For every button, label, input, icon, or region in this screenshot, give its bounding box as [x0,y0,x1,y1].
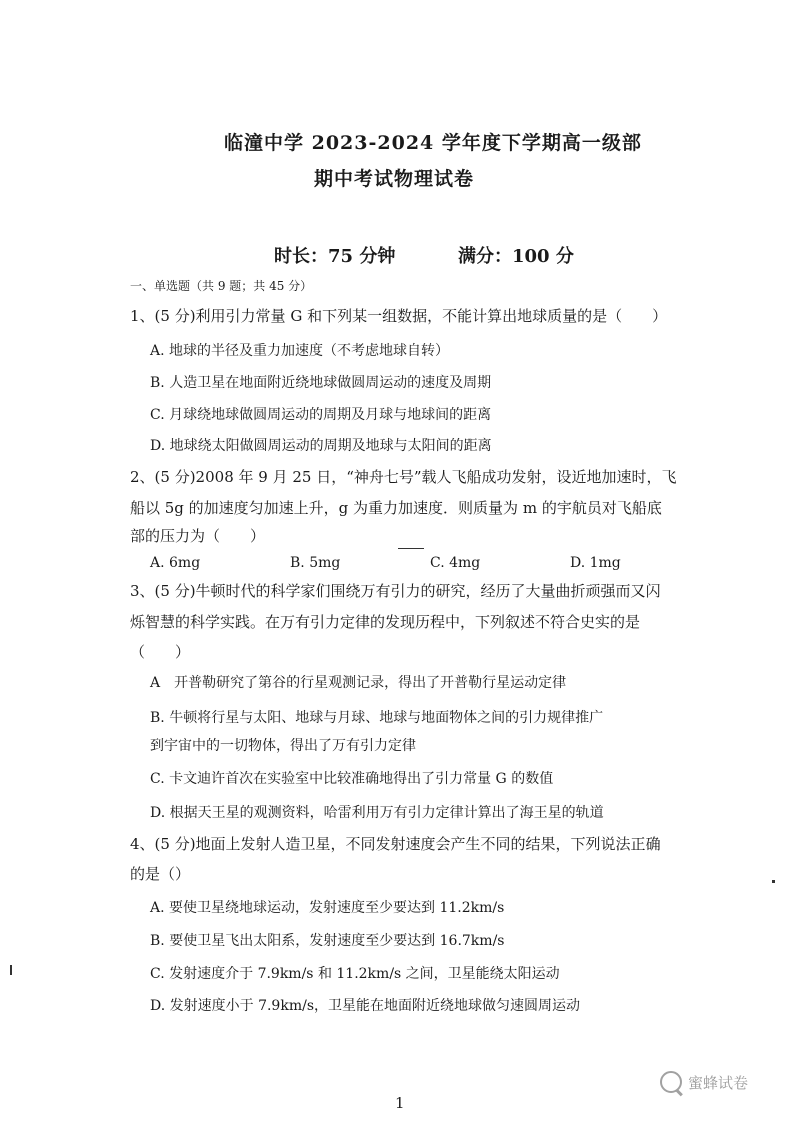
scan-mark [398,548,424,549]
question-1-option-d: D. 地球绕太阳做圆周运动的周期及地球与太阳间的距离 [150,438,492,454]
question-1-option-b: B. 人造卫星在地面附近绕地球做圆周运动的速度及周期 [150,375,492,391]
question-2-stem-line1: 2、(5 分)2008 年 9 月 25 日，“神舟七号”载人飞船成功发射，设近地加速时，飞 [130,468,677,486]
question-3-option-d: D. 根据天王星的观测资料，哈雷利用万有引力定律计算出了海王星的轨道 [150,805,604,821]
scan-mark [772,880,775,883]
question-3-option-a: A 开普勒研究了第谷的行星观测记录，得出了开普勒行星运动定律 [150,675,567,691]
question-3-stem-line1: 3、(5 分)牛顿时代的科学家们围绕万有引力的研究，经历了大量曲折顽强而又闪 [130,582,661,600]
question-1-option-a: A. 地球的半径及重力加速度（不考虑地球自转） [150,343,450,359]
question-4-stem-line2: 的是（） [130,865,191,883]
exam-full-score: 满分：100 分 [458,246,574,267]
question-3-option-c: C. 卡文迪许首次在实验室中比较准确地得出了引力常量 G 的数值 [150,771,554,787]
question-4-option-a: A. 要使卫星绕地球运动，发射速度至少要达到 11.2km/s [150,900,505,916]
scan-mark [10,965,12,975]
question-4-stem-line1: 4、(5 分)地面上发射人造卫星，不同发射速度会产生不同的结果，下列说法正确 [130,835,661,853]
question-2-option-a: A. 6mg [150,555,201,571]
question-2-option-b: B. 5mg [290,555,341,571]
watermark [660,1068,772,1096]
watermark-text: 蜜蜂试卷 [688,1073,749,1092]
question-2-option-d: D. 1mg [570,555,621,571]
question-4-option-c: C. 发射速度介于 7.9km/s 和 11.2km/s 之间，卫星能绕太阳运动 [150,966,560,982]
exam-duration: 时长：75 分钟 [274,246,396,267]
question-4-option-d: D. 发射速度小于 7.9km/s，卫星能在地面附近绕地球做匀速圆周运动 [150,998,580,1014]
question-2-stem-line3: 部的压力为（ ） [130,527,266,545]
question-1-option-c: C. 月球绕地球做圆周运动的周期及月球与地球间的距离 [150,407,492,423]
search-logo-icon [660,1071,682,1093]
page-number: 1 [395,1094,405,1112]
question-2-option-c: C. 4mg [430,555,481,571]
question-3-option-b: B. 牛顿将行星与太阳、地球与月球、地球与地面物体之间的引力规律推广 [150,710,604,726]
question-3-option-b-cont: 到宇宙中的一切物体，得出了万有引力定律 [150,738,416,754]
exam-title-line1: 临潼中学 2023-2024 学年度下学期高一级部 [224,132,642,154]
question-3-stem-line2: 烁智慧的科学实践。在万有引力定律的发现历程中，下列叙述不符合史实的是 [130,613,641,631]
question-3-stem-line3: （ ） [130,643,191,661]
question-4-option-b: B. 要使卫星飞出太阳系，发射速度至少要达到 16.7km/s [150,933,505,949]
question-1-stem: 1、(5 分)利用引力常量 G 和下列某一组数据，不能计算出地球质量的是（ ） [130,307,668,325]
exam-title-line2: 期中考试物理试卷 [314,168,475,190]
question-2-stem-line2: 船以 5g 的加速度匀加速上升，g 为重力加速度．则质量为 m 的宇航员对飞船底 [130,499,662,517]
section-heading: 一、单选题（共 9 题；共 45 分） [130,279,313,293]
